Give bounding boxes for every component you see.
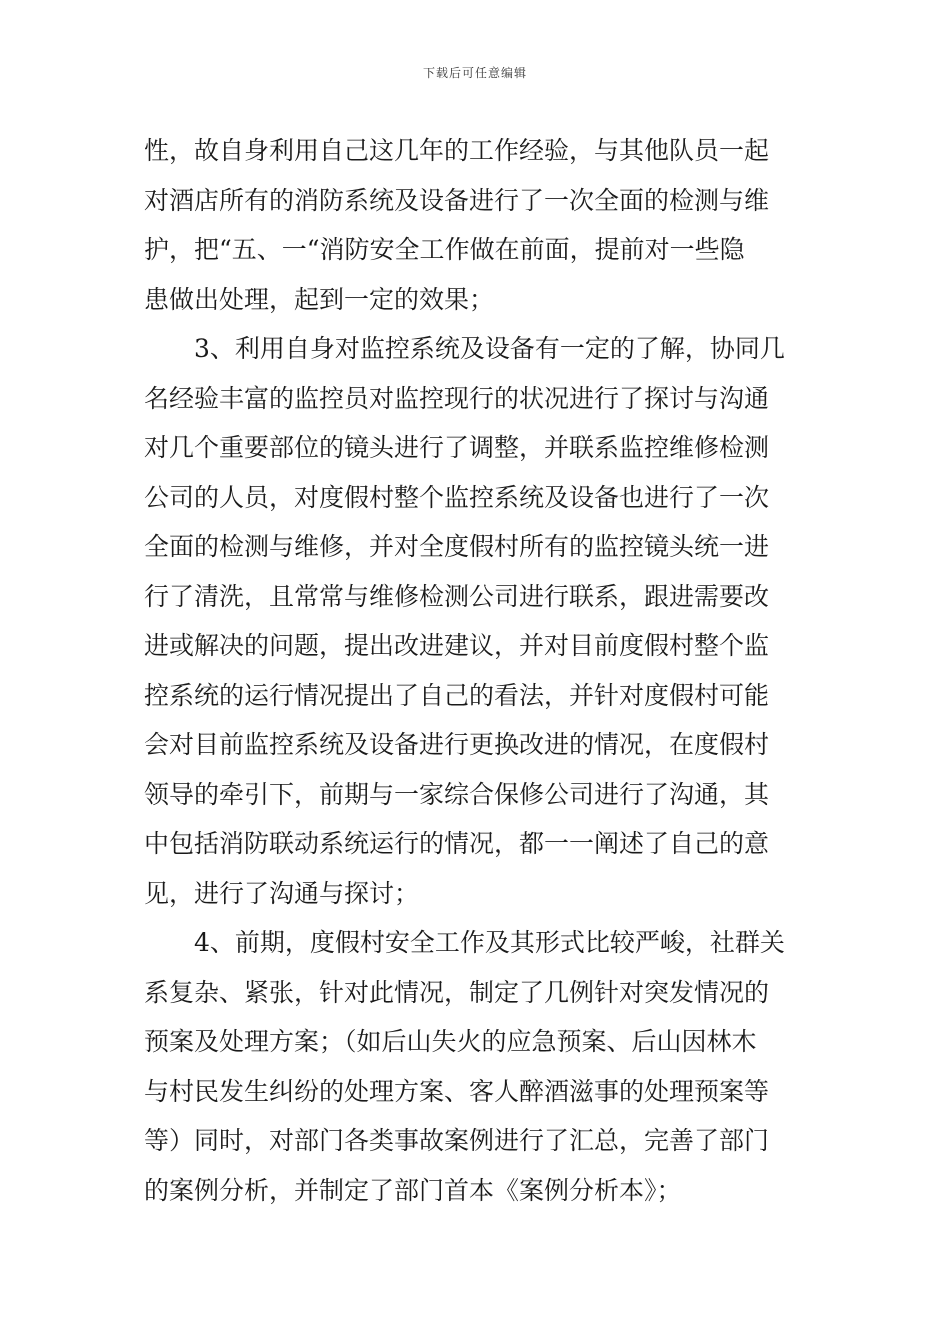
text-line: 预案及处理方案；（如后山失火的应急预案、后山因林木 [144,1027,757,1056]
text-line: 行了清洗，且常常与维修检测公司进行联系，跟进需要改 [144,581,770,611]
text-line: 患做出处理，起到一定的效果； [144,284,495,314]
text-line: 对酒店所有的消防系统及设备进行了一次全面的检测与维 [144,185,770,215]
text-line: 公司的人员，对度假村整个监控系统及设备也进行了一次 [144,482,770,512]
text-line: 领导的牵引下，前期与一家综合保修公司进行了沟通，其 [144,779,770,809]
text-line: 性，故自身利用自己这几年的工作经验，与其他队员一起 [144,136,770,165]
text-line: 的案例分析，并制定了部门首本《案例分析本》； [144,1175,682,1205]
text-line: 与村民发生纠纷的处理方案、客人醉酒滋事的处理预案等 [144,1076,770,1106]
text-line: 护，把“五、一“消防安全工作做在前面，提前对一些隐 [144,235,745,264]
text-line: 会对目前监控系统及设备进行更换改进的情况，在度假村 [144,730,770,759]
text-line: 控系统的运行情况提出了自己的看法，并针对度假村可能 [144,680,770,710]
text-line: 对几个重要部位的镜头进行了调整，并联系监控维修检测 [144,433,770,462]
text-line: 全面的检测与维修，并对全度假村所有的监控镜头统一进 [144,532,770,561]
text-line: 中包括消防联动系统运行的情况，都一一阐述了自己的意 [144,829,770,858]
paragraph-4-start: 4、前期，度假村安全工作及其形式比较严峻，社群关 [194,928,785,957]
text-line: 进或解决的问题，提出改进建议，并对目前度假村整个监 [144,631,770,660]
text-line: 等）同时，对部门各类事故案例进行了汇总，完善了部门 [144,1126,770,1155]
paragraph-3-start: 3、利用自身对监控系统及设备有一定的了解，协同几 [194,334,785,363]
text-line: 见，进行了沟通与探讨； [144,878,420,908]
text-line: 系复杂、紧张，针对此情况，制定了几例针对突发情况的 [144,977,770,1007]
page-header: 下载后可任意编辑 [422,66,527,80]
document-body [144,126,806,1215]
text-line: 名经验丰富的监控员对监控现行的状况进行了探讨与沟通 [144,383,770,413]
